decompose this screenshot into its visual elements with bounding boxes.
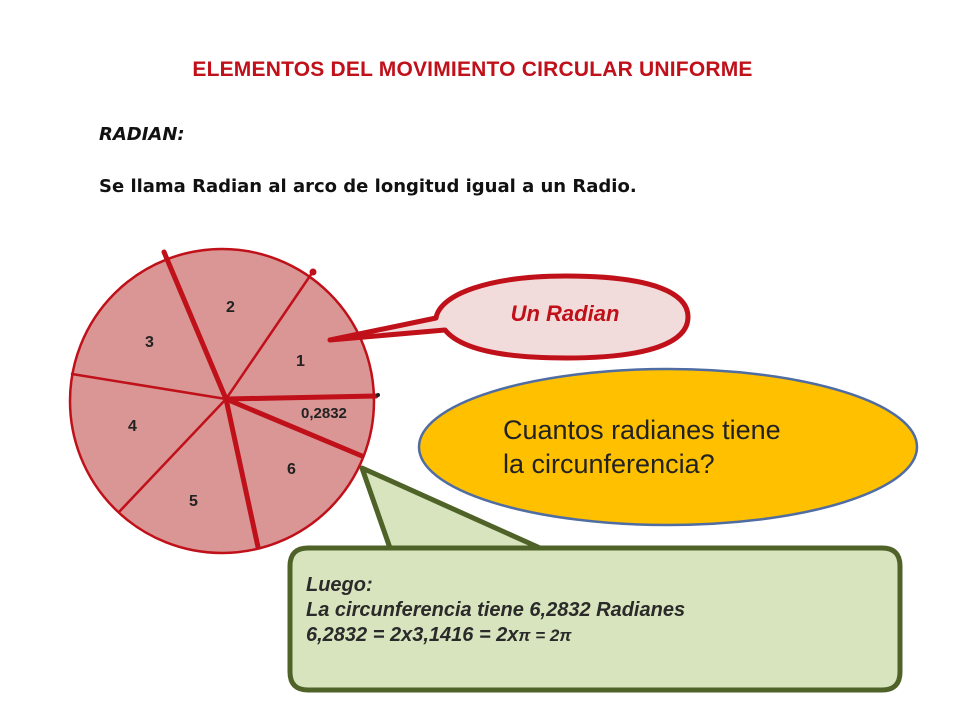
radius-line-start <box>226 396 376 399</box>
question-text <box>503 413 863 481</box>
conclusion-line-2: La circunferencia tiene 6,2832 Radianes <box>306 599 686 621</box>
segment-label-2: 2 <box>226 299 235 316</box>
segment-label-5: 5 <box>189 493 198 510</box>
page-title: ELEMENTOS DEL MOVIMIENTO CIRCULAR UNIFORME <box>192 58 753 81</box>
segment-label-6: 6 <box>287 461 296 478</box>
circle <box>70 249 374 553</box>
conclusion-text <box>306 573 866 648</box>
segment-label-3: 3 <box>145 334 154 351</box>
conclusion-line-3 <box>306 623 866 648</box>
arc-end-dot-right <box>376 393 380 397</box>
remainder-label: 0,2832 <box>301 405 347 422</box>
question-line-1: Cuantos radianes tiene <box>503 415 781 445</box>
arc-end-dot-top <box>310 269 317 276</box>
question-line-2: la circunferencia? <box>503 449 715 479</box>
segment-label-4: 4 <box>128 418 137 435</box>
conclusion-equation: 6,2832 = 2x3,1416 = 2x <box>306 624 519 646</box>
segment-label-1: 1 <box>296 353 305 370</box>
radian-callout-text: Un Radian <box>510 301 620 326</box>
radian-definition: Se llama Radian al arco de longitud igual a un Radio. <box>99 176 637 197</box>
conclusion-line-1: Luego: <box>306 574 373 596</box>
conclusion-pi: π = 2π <box>518 626 572 645</box>
radian-heading: RADIAN: <box>99 124 185 145</box>
